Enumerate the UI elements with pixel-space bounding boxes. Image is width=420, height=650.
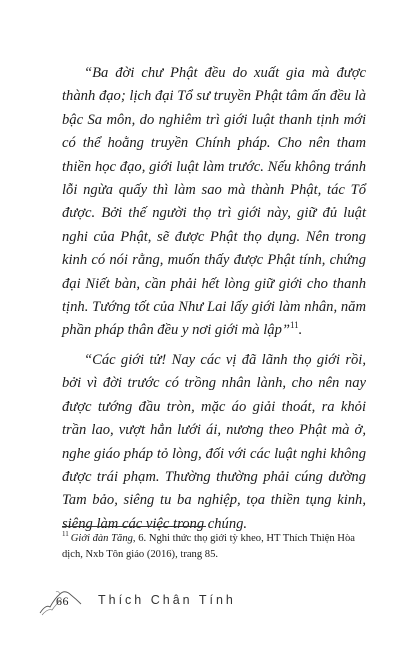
book-title: Thích Chân Tính	[98, 593, 236, 607]
paragraph-1	[62, 62, 366, 343]
paragraph-2-text: “Các giới tử! Nay các vị đã lãnh thọ giới rồi, bởi vì đời trước có trồng nhân lành, cho nên nay được tướng đầu tròn, mặc áo giải thoát, ra khỏi trần lao, vượt hẳn lưới ái, nương theo Phật mà ở, nghe giáo pháp tỏ lòng, đối với các luật nghi không được trái phạm. Thường thường phải cúng dường Tam bảo, siêng tu ba nghiệp, tọa thiền tụng kinh, siêng làm các việc trong chúng.	[62, 351, 366, 532]
paragraph-1-text: “Ba đời chư Phật đều do xuất gia mà được thành đạo; lịch đại Tổ sư truyền Phật tâm ấn đều là bậc Sa môn, do nghiêm trì giới luật thanh tịnh mới có thể hoằng truyền Chính pháp. Cho nên tham thiền học đạo, giới luật làm trước. Nếu không tránh lỗi ngừa quấy thì làm sao mà thành Phật, tác Tổ được. Bởi thế người thọ trì giới này, giữ đủ luật nghi của Phật, sẽ được Phật thọ dụng. Nên trong kinh có nói rằng, muốn thấy được Phật tính, chứng đại Niết bàn, cần phải hết lòng giữ giới cho thanh tịnh. Tướng tốt của Như Lai lấy giới làm nhân, năm phần pháp thân đều y nơi giới mà lập”	[62, 65, 366, 339]
footnote-title: Giới đàn Tăng	[70, 533, 133, 544]
page-footer	[38, 580, 368, 620]
footnote-divider	[62, 526, 206, 527]
footnote	[62, 531, 366, 562]
footnote-reference: 11	[290, 320, 299, 331]
footnote-text: , 6. Nghi thức thọ giới tỳ kheo, HT Thích Thiện Hòa dịch, Nxb Tôn giáo (2016), trang 85.	[62, 533, 355, 560]
paragraph-1-end: .	[298, 322, 303, 339]
page-number: 66	[56, 594, 69, 608]
footnote-number: 11	[62, 530, 69, 539]
